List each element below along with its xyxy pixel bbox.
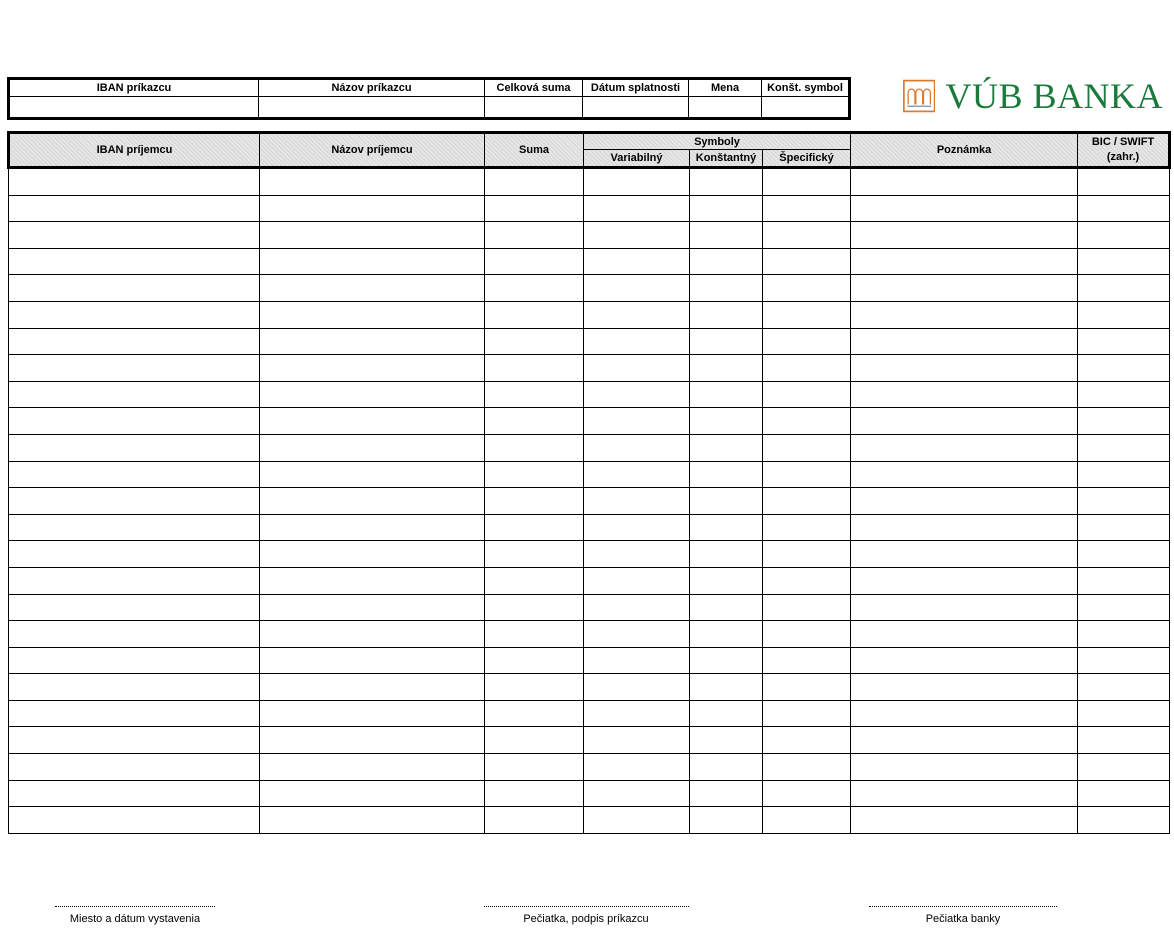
recipient-name-cell[interactable] <box>260 754 485 781</box>
constant-symbol-cell[interactable] <box>690 674 763 701</box>
amount-cell[interactable] <box>485 248 584 275</box>
currency-field[interactable] <box>689 97 762 119</box>
variable-symbol-cell[interactable] <box>584 674 690 701</box>
recipient-iban-cell[interactable] <box>9 434 260 461</box>
constant-symbol-cell[interactable] <box>690 301 763 328</box>
table-row <box>9 461 1170 488</box>
amount-cell[interactable] <box>485 355 584 382</box>
bic-swift-cell[interactable] <box>1078 754 1170 781</box>
note-cell[interactable] <box>851 381 1078 408</box>
variable-symbol-cell[interactable] <box>584 461 690 488</box>
specific-symbol-cell[interactable] <box>763 541 851 568</box>
table-row <box>9 195 1170 222</box>
variable-symbol-header: Variabilný <box>584 150 690 168</box>
recipient-name-cell[interactable] <box>260 355 485 382</box>
table-row <box>9 594 1170 621</box>
specific-symbol-cell[interactable] <box>763 488 851 515</box>
payer-iban-header: IBAN príkazcu <box>9 79 259 97</box>
table-row <box>9 328 1170 355</box>
payer-header-row <box>9 79 850 97</box>
recipient-iban-cell[interactable] <box>9 567 260 594</box>
table-row <box>9 647 1170 674</box>
bic-swift-cell[interactable] <box>1078 355 1170 382</box>
constant-symbol-cell[interactable] <box>690 780 763 807</box>
constant-symbol-cell[interactable] <box>690 488 763 515</box>
recipient-name-cell[interactable] <box>260 594 485 621</box>
recipient-name-cell[interactable] <box>260 301 485 328</box>
recipient-iban-cell[interactable] <box>9 807 260 834</box>
variable-symbol-cell[interactable] <box>584 594 690 621</box>
recipient-iban-cell[interactable] <box>9 355 260 382</box>
table-row <box>9 541 1170 568</box>
specific-symbol-cell[interactable] <box>763 700 851 727</box>
specific-symbol-cell[interactable] <box>763 408 851 435</box>
specific-symbol-cell[interactable] <box>763 461 851 488</box>
variable-symbol-cell[interactable] <box>584 381 690 408</box>
place-date-signature <box>50 906 220 925</box>
constant-symbol-cell[interactable] <box>690 594 763 621</box>
table-row <box>9 621 1170 648</box>
variable-symbol-cell[interactable] <box>584 621 690 648</box>
specific-symbol-cell[interactable] <box>763 195 851 222</box>
constant-symbol-cell[interactable] <box>690 567 763 594</box>
note-cell[interactable] <box>851 780 1078 807</box>
table-row <box>9 222 1170 249</box>
bank-arches-icon <box>903 76 935 116</box>
amount-cell[interactable] <box>485 541 584 568</box>
recipient-iban-cell[interactable] <box>9 594 260 621</box>
variable-symbol-cell[interactable] <box>584 301 690 328</box>
recipient-iban-cell[interactable] <box>9 700 260 727</box>
variable-symbol-cell[interactable] <box>584 248 690 275</box>
recipient-iban-cell[interactable] <box>9 727 260 754</box>
constant-symbol-cell[interactable] <box>690 195 763 222</box>
specific-symbol-cell[interactable] <box>763 647 851 674</box>
bic-swift-cell[interactable] <box>1078 434 1170 461</box>
recipient-iban-cell[interactable] <box>9 195 260 222</box>
recipient-iban-cell[interactable] <box>9 168 260 196</box>
recipient-name-header: Názov príjemcu <box>260 133 485 168</box>
recipient-iban-cell[interactable] <box>9 408 260 435</box>
bic-swift-cell[interactable] <box>1078 195 1170 222</box>
specific-symbol-cell[interactable] <box>763 514 851 541</box>
bic-swift-cell[interactable] <box>1078 222 1170 249</box>
recipient-name-cell[interactable] <box>260 674 485 701</box>
constant-symbol-cell[interactable] <box>690 461 763 488</box>
recipient-name-cell[interactable] <box>260 567 485 594</box>
recipient-name-cell[interactable] <box>260 488 485 515</box>
constant-symbol-cell[interactable] <box>690 807 763 834</box>
specific-symbol-cell[interactable] <box>763 754 851 781</box>
specific-symbol-cell[interactable] <box>763 355 851 382</box>
constant-symbol-cell[interactable] <box>690 222 763 249</box>
note-cell[interactable] <box>851 301 1078 328</box>
amount-cell[interactable] <box>485 700 584 727</box>
amount-cell[interactable] <box>485 301 584 328</box>
bic-swift-cell[interactable] <box>1078 541 1170 568</box>
amount-cell[interactable] <box>485 780 584 807</box>
total-amount-field[interactable] <box>485 97 583 119</box>
amount-cell[interactable] <box>485 727 584 754</box>
recipient-iban-cell[interactable] <box>9 461 260 488</box>
recipient-name-cell[interactable] <box>260 807 485 834</box>
amount-cell[interactable] <box>485 594 584 621</box>
place-date-label: Miesto a dátum vystavenia <box>69 913 201 925</box>
note-cell[interactable] <box>851 488 1078 515</box>
recipient-name-cell[interactable] <box>260 275 485 302</box>
bic-swift-header: BIC / SWIFT (zahr.) <box>1078 133 1170 168</box>
amount-cell[interactable] <box>485 514 584 541</box>
constant-symbol-field[interactable] <box>762 97 850 119</box>
variable-symbol-cell[interactable] <box>584 488 690 515</box>
table-row <box>9 700 1170 727</box>
specific-symbol-cell[interactable] <box>763 381 851 408</box>
note-header: Poznámka <box>851 133 1078 168</box>
constant-symbol-column-header: Konštantný <box>690 150 763 168</box>
recipient-name-cell[interactable] <box>260 222 485 249</box>
note-cell[interactable] <box>851 514 1078 541</box>
recipient-iban-cell[interactable] <box>9 621 260 648</box>
variable-symbol-cell[interactable] <box>584 434 690 461</box>
note-cell[interactable] <box>851 408 1078 435</box>
amount-header: Suma <box>485 133 584 168</box>
constant-symbol-cell[interactable] <box>690 355 763 382</box>
recipient-iban-cell[interactable] <box>9 780 260 807</box>
amount-cell[interactable] <box>485 434 584 461</box>
recipient-iban-cell[interactable] <box>9 222 260 249</box>
note-cell[interactable] <box>851 621 1078 648</box>
payer-name-field[interactable] <box>259 97 485 119</box>
dotted-line <box>869 906 1057 907</box>
variable-symbol-cell[interactable] <box>584 700 690 727</box>
specific-symbol-cell[interactable] <box>763 275 851 302</box>
specific-symbol-cell[interactable] <box>763 674 851 701</box>
bic-swift-cell[interactable] <box>1078 301 1170 328</box>
amount-cell[interactable] <box>485 408 584 435</box>
recipient-name-cell[interactable] <box>260 328 485 355</box>
amount-cell[interactable] <box>485 461 584 488</box>
amount-cell[interactable] <box>485 567 584 594</box>
variable-symbol-cell[interactable] <box>584 328 690 355</box>
table-row <box>9 567 1170 594</box>
table-row <box>9 780 1170 807</box>
recipient-iban-cell[interactable] <box>9 647 260 674</box>
constant-symbol-cell[interactable] <box>690 168 763 196</box>
constant-symbol-cell[interactable] <box>690 621 763 648</box>
specific-symbol-header: Špecifický <box>763 150 851 168</box>
note-cell[interactable] <box>851 754 1078 781</box>
note-cell[interactable] <box>851 434 1078 461</box>
variable-symbol-cell[interactable] <box>584 514 690 541</box>
variable-symbol-cell[interactable] <box>584 754 690 781</box>
dotted-line <box>55 906 215 907</box>
specific-symbol-cell[interactable] <box>763 301 851 328</box>
note-cell[interactable] <box>851 222 1078 249</box>
recipient-name-cell[interactable] <box>260 434 485 461</box>
recipients-table <box>7 131 1171 834</box>
constant-symbol-cell[interactable] <box>690 727 763 754</box>
bic-swift-cell[interactable] <box>1078 780 1170 807</box>
specific-symbol-cell[interactable] <box>763 780 851 807</box>
amount-cell[interactable] <box>485 168 584 196</box>
recipient-iban-cell[interactable] <box>9 754 260 781</box>
constant-symbol-cell[interactable] <box>690 408 763 435</box>
bic-swift-cell[interactable] <box>1078 621 1170 648</box>
constant-symbol-cell[interactable] <box>690 514 763 541</box>
amount-cell[interactable] <box>485 647 584 674</box>
recipient-name-cell[interactable] <box>260 727 485 754</box>
note-cell[interactable] <box>851 594 1078 621</box>
symbols-group-header: Symboly <box>584 133 851 150</box>
recipient-iban-cell[interactable] <box>9 514 260 541</box>
bic-swift-cell[interactable] <box>1078 727 1170 754</box>
recipient-name-cell[interactable] <box>260 780 485 807</box>
table-row <box>9 301 1170 328</box>
specific-symbol-cell[interactable] <box>763 594 851 621</box>
note-cell[interactable] <box>851 168 1078 196</box>
note-cell[interactable] <box>851 647 1078 674</box>
variable-symbol-cell[interactable] <box>584 275 690 302</box>
variable-symbol-cell[interactable] <box>584 541 690 568</box>
recipient-iban-header: IBAN príjemcu <box>9 133 260 168</box>
specific-symbol-cell[interactable] <box>763 807 851 834</box>
bic-swift-cell[interactable] <box>1078 514 1170 541</box>
total-amount-header: Celková suma <box>485 79 583 97</box>
bic-swift-cell[interactable] <box>1078 594 1170 621</box>
payer-stamp-label: Pečiatka, podpis príkazcu <box>523 913 649 925</box>
note-cell[interactable] <box>851 727 1078 754</box>
recipient-name-cell[interactable] <box>260 408 485 435</box>
recipient-iban-cell[interactable] <box>9 328 260 355</box>
recipient-name-cell[interactable] <box>260 700 485 727</box>
table-row <box>9 754 1170 781</box>
recipient-iban-cell[interactable] <box>9 541 260 568</box>
note-cell[interactable] <box>851 195 1078 222</box>
note-cell[interactable] <box>851 275 1078 302</box>
recipient-iban-cell[interactable] <box>9 248 260 275</box>
table-row <box>9 168 1170 196</box>
constant-symbol-header: Konšt. symbol <box>762 79 850 97</box>
note-cell[interactable] <box>851 674 1078 701</box>
recipient-name-cell[interactable] <box>260 168 485 196</box>
constant-symbol-cell[interactable] <box>690 434 763 461</box>
note-cell[interactable] <box>851 461 1078 488</box>
bic-swift-cell[interactable] <box>1078 700 1170 727</box>
variable-symbol-cell[interactable] <box>584 807 690 834</box>
table-row <box>9 408 1170 435</box>
recipient-name-cell[interactable] <box>260 381 485 408</box>
due-date-field[interactable] <box>583 97 689 119</box>
bic-swift-cell[interactable] <box>1078 461 1170 488</box>
amount-cell[interactable] <box>485 488 584 515</box>
amount-cell[interactable] <box>485 807 584 834</box>
variable-symbol-cell[interactable] <box>584 727 690 754</box>
payer-iban-field[interactable] <box>9 97 259 119</box>
recipient-name-cell[interactable] <box>260 195 485 222</box>
note-cell[interactable] <box>851 541 1078 568</box>
amount-cell[interactable] <box>485 328 584 355</box>
variable-symbol-cell[interactable] <box>584 408 690 435</box>
bic-swift-cell[interactable] <box>1078 674 1170 701</box>
amount-cell[interactable] <box>485 275 584 302</box>
payer-table <box>7 77 851 120</box>
note-cell[interactable] <box>851 355 1078 382</box>
payer-name-header: Názov príkazcu <box>259 79 485 97</box>
bic-swift-cell[interactable] <box>1078 647 1170 674</box>
recipient-iban-cell[interactable] <box>9 674 260 701</box>
currency-header: Mena <box>689 79 762 97</box>
recipient-name-cell[interactable] <box>260 248 485 275</box>
table-row <box>9 381 1170 408</box>
recipient-name-cell[interactable] <box>260 461 485 488</box>
specific-symbol-cell[interactable] <box>763 248 851 275</box>
due-date-header: Dátum splatnosti <box>583 79 689 97</box>
bank-stamp-label: Pečiatka banky <box>925 913 1001 925</box>
note-cell[interactable] <box>851 567 1078 594</box>
note-cell[interactable] <box>851 328 1078 355</box>
payer-value-row <box>9 97 850 119</box>
bank-stamp-signature <box>868 906 1058 925</box>
constant-symbol-cell[interactable] <box>690 754 763 781</box>
constant-symbol-cell[interactable] <box>690 700 763 727</box>
recipient-iban-cell[interactable] <box>9 301 260 328</box>
recipient-name-cell[interactable] <box>260 514 485 541</box>
table-row <box>9 807 1170 834</box>
bic-swift-cell[interactable] <box>1078 328 1170 355</box>
recipients-body <box>9 168 1170 834</box>
variable-symbol-cell[interactable] <box>584 780 690 807</box>
vub-banka-logo <box>903 75 1163 117</box>
amount-cell[interactable] <box>485 222 584 249</box>
constant-symbol-cell[interactable] <box>690 275 763 302</box>
bic-swift-cell[interactable] <box>1078 408 1170 435</box>
recipients-header-row <box>9 133 1170 150</box>
bic-swift-cell[interactable] <box>1078 275 1170 302</box>
specific-symbol-cell[interactable] <box>763 434 851 461</box>
note-cell[interactable] <box>851 700 1078 727</box>
payer-stamp-signature <box>482 906 690 925</box>
recipient-name-cell[interactable] <box>260 647 485 674</box>
table-row <box>9 514 1170 541</box>
amount-cell[interactable] <box>485 754 584 781</box>
dotted-line <box>484 906 689 907</box>
table-row <box>9 275 1170 302</box>
variable-symbol-cell[interactable] <box>584 168 690 196</box>
table-row <box>9 727 1170 754</box>
specific-symbol-cell[interactable] <box>763 328 851 355</box>
specific-symbol-cell[interactable] <box>763 168 851 196</box>
recipient-name-cell[interactable] <box>260 541 485 568</box>
variable-symbol-cell[interactable] <box>584 195 690 222</box>
recipient-iban-cell[interactable] <box>9 275 260 302</box>
table-row <box>9 674 1170 701</box>
table-row <box>9 355 1170 382</box>
note-cell[interactable] <box>851 248 1078 275</box>
constant-symbol-cell[interactable] <box>690 381 763 408</box>
bic-swift-cell[interactable] <box>1078 807 1170 834</box>
variable-symbol-cell[interactable] <box>584 222 690 249</box>
amount-cell[interactable] <box>485 195 584 222</box>
specific-symbol-cell[interactable] <box>763 222 851 249</box>
table-row <box>9 434 1170 461</box>
bic-swift-cell[interactable] <box>1078 381 1170 408</box>
variable-symbol-cell[interactable] <box>584 567 690 594</box>
amount-cell[interactable] <box>485 621 584 648</box>
variable-symbol-cell[interactable] <box>584 355 690 382</box>
note-cell[interactable] <box>851 807 1078 834</box>
specific-symbol-cell[interactable] <box>763 727 851 754</box>
constant-symbol-cell[interactable] <box>690 541 763 568</box>
constant-symbol-cell[interactable] <box>690 647 763 674</box>
specific-symbol-cell[interactable] <box>763 621 851 648</box>
amount-cell[interactable] <box>485 674 584 701</box>
table-row <box>9 248 1170 275</box>
bic-swift-cell[interactable] <box>1078 567 1170 594</box>
amount-cell[interactable] <box>485 381 584 408</box>
logo-text: VÚB BANKA <box>945 76 1163 116</box>
constant-symbol-cell[interactable] <box>690 328 763 355</box>
recipient-name-cell[interactable] <box>260 621 485 648</box>
variable-symbol-cell[interactable] <box>584 647 690 674</box>
table-row <box>9 488 1170 515</box>
specific-symbol-cell[interactable] <box>763 567 851 594</box>
bic-swift-cell[interactable] <box>1078 168 1170 196</box>
recipient-iban-cell[interactable] <box>9 381 260 408</box>
constant-symbol-cell[interactable] <box>690 248 763 275</box>
bic-swift-cell[interactable] <box>1078 488 1170 515</box>
recipient-iban-cell[interactable] <box>9 488 260 515</box>
bic-swift-cell[interactable] <box>1078 248 1170 275</box>
